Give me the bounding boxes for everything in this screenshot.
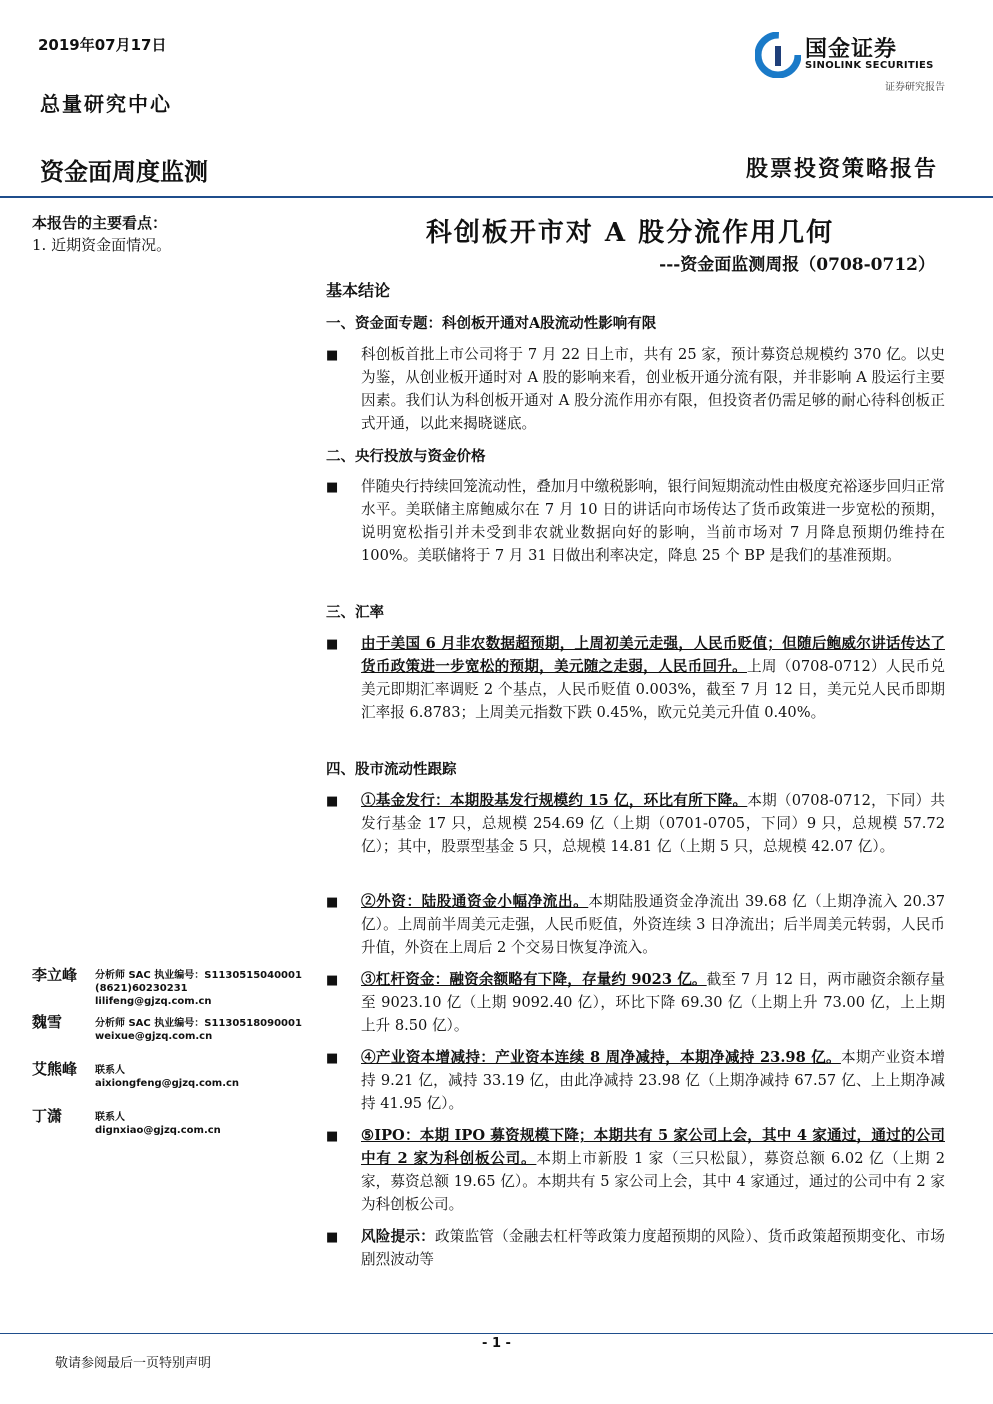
department: 总量研究中心 <box>40 92 172 116</box>
author-name: 艾熊峰 <box>32 1060 78 1078</box>
header-rule <box>0 196 993 198</box>
report-date: 2019年07月17日 <box>38 36 167 54</box>
square-bullet-icon: ■ <box>326 348 339 363</box>
paragraph: ④产业资本增减持：产业资本连续 8 周净减持，本期净减持 23.98 亿。本期产业资本增持 9.21 亿，减持 33.19 亿，由此净减持 23.98 亿（上期净减持 67.57 亿、上上期净减持 41.95 亿）。 <box>361 1049 945 1112</box>
sinolink-logo-icon <box>755 32 801 78</box>
paragraph: ③杠杆资金：融资余额略有下降，存量约 9023 亿。截至 7 月 12 日，两市融资余额存量至 9023.10 亿（上期 9092.40 亿），环比下降 69.30 亿（上期上升 73.00 亿，上上期上升 8.50 亿）。 <box>361 971 945 1034</box>
square-bullet-icon: ■ <box>326 1051 339 1066</box>
page-number: - 1 - <box>482 1336 511 1351</box>
key-point-item: 1. 近期资金面情况。 <box>32 236 172 254</box>
paragraph: 伴随央行持续回笼流动性，叠加月中缴税影响，银行间短期流动性由极度充裕逐步回归正常水平。美联储主席鲍威尔在 7 月 10 日的讲话向市场传达了货币政策进一步宽松的预期，说明宽松指引并未受到非农就业数据向好的影响，当前市场对 7 月降息预期仍维持在 100%。美联储将于 7 月 31 日做出利率决定，降息 25 个 BP 是我们的基准预期。 <box>361 478 945 564</box>
logo-en: SINOLINK SECURITIES <box>805 60 934 71</box>
logo-cn: 国金证券 <box>805 37 898 62</box>
company-logo <box>755 32 945 92</box>
paragraph: 科创板首批上市公司将于 7 月 22 日上市，共有 25 家，预计募资总规模约 370 亿。以史为鉴，从创业板开通时对 A 股的影响来看，创业板开通分流有限，并非影响 A 股运行主要因素。我们认为科创板开通对 A 股分流作用亦有限，但投资者仍需足够的耐心待科创板正式开通，以此来揭晓谜底。 <box>361 346 945 432</box>
section-heading: 三、汇率 <box>326 604 384 621</box>
paragraph: ②外资：陆股通资金小幅净流出。本期陆股通资金净流出 39.68 亿（上期净流入 20.37 亿）。上周前半周美元走强，人民币贬值，外资连续 3 日净流出；后半周美元转弱，人民币升值，外资在上周后 2 个交易日恢复净流入。 <box>361 893 945 956</box>
section-heading: 二、央行投放与资金价格 <box>326 448 486 465</box>
author-name: 魏雪 <box>32 1013 63 1031</box>
report-category: 股票投资策略报告 <box>745 156 938 182</box>
basic-conclusion-heading: 基本结论 <box>326 281 391 300</box>
square-bullet-icon: ■ <box>326 973 339 988</box>
author-name: 李立峰 <box>32 966 78 984</box>
main-title: 科创板开市对 A 股分流作用几何 <box>425 218 835 248</box>
section-heading: 一、资金面专题：科创板开通对A股流动性影响有限 <box>326 315 657 332</box>
footer-rule <box>0 1333 993 1334</box>
paragraph: ①基金发行：本期股基发行规模约 15 亿，环比有所下降。本期（0708-0712，下同）共发行基金 17 只，总规模 254.69 亿（上期（0701-0705，下同）9 只，总规模 57.72 亿）；其中，股票型基金 5 只，总规模 14.81 亿（上期 5 只，总规模 42.07 亿）。 <box>361 792 945 855</box>
main-subtitle: ---资金面监测周报（0708-0712） <box>659 255 935 275</box>
report-type: 资金面周度监测 <box>40 158 208 186</box>
author-info: 分析师 SAC 执业编号：S1130515040001 (8621)60230231 lilifeng@gjzq.com.cn <box>95 970 302 1007</box>
author-name: 丁潇 <box>32 1107 63 1125</box>
footer-note: 敬请参阅最后一页特别声明 <box>55 1356 212 1371</box>
square-bullet-icon: ■ <box>326 637 339 652</box>
square-bullet-icon: ■ <box>326 480 339 495</box>
section-heading: 四、股市流动性跟踪 <box>326 761 457 778</box>
author-info: 联系人 aixiongfeng@gjzq.com.cn <box>95 1065 240 1089</box>
square-bullet-icon: ■ <box>326 1129 339 1144</box>
key-points-title: 本报告的主要看点： <box>32 214 168 232</box>
square-bullet-icon: ■ <box>326 794 339 809</box>
author-info: 分析师 SAC 执业编号：S1130518090001 weixue@gjzq.com.cn <box>95 1018 302 1042</box>
author-info: 联系人 dignxiao@gjzq.com.cn <box>95 1112 221 1136</box>
paragraph: 风险提示：政策监管（金融去杠杆等政策力度超预期的风险）、货币政策超预期变化、市场剧烈波动等 <box>361 1228 945 1268</box>
square-bullet-icon: ■ <box>326 895 339 910</box>
paragraph: ⑤IPO：本期 IPO 募资规模下降；本期共有 5 家公司上会，其中 4 家通过，通过的公司中有 2 家为科创板公司。本期上市新股 1 家（三只松鼠），募资总额 6.02 亿（上期 2 家，募资总额 19.65 亿）。本期共有 5 家公司上会，其中 4 家通过，通过的公司中有 2 家为科创板公司。 <box>361 1127 945 1213</box>
square-bullet-icon: ■ <box>326 1230 339 1245</box>
paragraph: 由于美国 6 月非农数据超预期，上周初美元走强，人民币贬值；但随后鲍威尔讲话传达了货币政策进一步宽松的预期，美元随之走弱，人民币回升。上周（0708-0712）人民币兑美元即期汇率调贬 2 个基点，人民币贬值 0.003%，截至 7 月 12 日，美元兑人民币即期汇率报 6.8783；上周美元指数下跌 0.45%，欧元兑美元升值 0.40%。 <box>361 635 945 721</box>
logo-sub: 证券研究报告 <box>885 82 945 93</box>
